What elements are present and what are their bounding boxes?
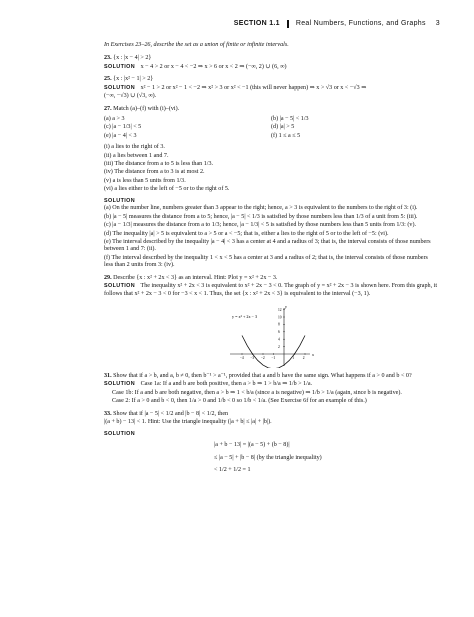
solution-33: [214, 442, 438, 474]
solution-text: x² − 1 > 2 or x² − 1 < −2 ⇒ x² > 3 or x² < −1 (this will never happen) ⇒ x > √3 or x < −√3 ⇒: [140, 84, 367, 91]
description-ii: (ii) a lies between 1 and 7.: [104, 152, 169, 159]
solution-29: [104, 283, 438, 298]
problem-31: [104, 373, 438, 380]
answer-c: (c) |a − 1/3| measures the distance from a to 1/3; hence, |a − 1/3| < 5 is satisfied by those numbers less than 5 units from 1/3: (v).: [104, 222, 417, 229]
case-1a: Case 1a: If a and b are both positive, then a > b ⇒ 1 > b/a ⇒ 1/b > 1/a.: [140, 381, 313, 388]
problem-number: 25.: [104, 76, 112, 83]
solution-label: SOLUTION: [104, 283, 136, 290]
equation-line-3: < 1/2 + 1/2 = 1: [214, 466, 251, 473]
solution-label: SOLUTION: [104, 430, 136, 437]
solution-25: [104, 85, 438, 92]
page-number: 3: [435, 20, 440, 27]
problem-33: [104, 411, 438, 418]
description-i: (i) a lies to the right of 3.: [104, 144, 165, 151]
problem-number: 31.: [104, 372, 112, 379]
problem-number: 23.: [104, 55, 112, 62]
section-label: SECTION 1.1: [233, 20, 280, 27]
solution-label: SOLUTION: [104, 63, 136, 70]
section-title: Real Numbers, Functions, and Graphs: [295, 20, 426, 27]
problem-statement: Match (a)–(f) with (i)–(vi).: [113, 105, 180, 112]
x-tick-label: −3: [250, 355, 255, 360]
x-tick-label: −4: [239, 355, 244, 360]
problem-number: 27.: [104, 105, 112, 112]
option-a: (a) a > 3: [104, 115, 125, 122]
option-c: (c) |a − 1/3| < 5: [104, 124, 142, 131]
answer-d: (d) The inequality |a| > 5 is equivalent to a > 5 or a < −5; that is, either a lies to the right of 5 or to the left of −5: (vi).: [104, 230, 389, 237]
solution-25-continued: (−∞, −√3) ∪ (√3, ∞).: [104, 93, 157, 100]
case-1b: Case 1b: If a and b are both negative, then a > b ⇒ 1 < b/a (since a is negative) ⇒ 1/b > 1/a (again, since b is negative).: [112, 389, 402, 396]
description-vi: (vi) a lies either to the left of −5 or to the right of 5.: [104, 186, 230, 193]
solution-31: [104, 381, 438, 388]
match-options: [104, 116, 438, 140]
answer-a: (a) On the number line, numbers greater than 3 appear to the right; hence, a > 3 is equivalent to the numbers to the right of 3: (i).: [104, 205, 418, 212]
option-f: (f) 1 ≤ a ≤ 5: [271, 132, 301, 139]
problem-statement-continued: |(a + b) − 13| < 1. Hint: Use the triangle inequality (|a + b| ≤ |a| + |b|).: [104, 419, 272, 426]
curve-label: y = x² + 2x − 3: [232, 313, 258, 319]
header-divider: [287, 20, 289, 28]
problem-statement: Describe {x : x² + 2x < 3} as an interval. Hint: Plot y = x² + 2x − 3.: [113, 274, 278, 281]
problem-statement: Show that if |a − 5| < 1/2 and |b − 8| < 1/2, then: [113, 410, 229, 417]
option-e: (e) |a − 4| < 3: [104, 132, 137, 139]
y-tick-label: 4: [278, 337, 280, 342]
y-tick-label: 2: [278, 344, 280, 349]
parabola-plot: [226, 302, 316, 368]
match-descriptions: [104, 144, 438, 194]
problem-25: [104, 76, 438, 83]
answer-e: (e) The interval described by the inequality |a − 4| < 3 has a center at 4 and a radius of 3; that is, the interval consists of those numbers between 1 and 7: (ii).: [104, 239, 431, 253]
y-tick-label: 12: [278, 307, 282, 312]
option-b: (b) |a − 5| < 1/3: [271, 115, 309, 122]
problem-number: 29.: [104, 274, 112, 281]
equation-line-2: ≤ |a − 5| + |b − 8| (by the triangle inequality): [214, 454, 322, 461]
solution-label: SOLUTION: [104, 84, 136, 91]
x-tick-label: 2: [302, 355, 305, 360]
x-tick-label: −1: [271, 355, 276, 360]
solution-label: SOLUTION: [104, 197, 136, 204]
description-iii: (iii) The distance from a to 5 is less than 1/3.: [104, 161, 214, 168]
solution-text: The inequality x² + 2x < 3 is equivalent to x² + 2x − 3 < 0. The graph of y = x² + 2x − 3 is shown here. From this graph, it follows that x² + 2x − 3 < 0 for −3 < x < 1. Thus, the set {x : x² + 2x < 3} is equivalent to the interval (−3, 1).: [104, 283, 438, 297]
solution-23: [104, 64, 438, 71]
y-axis-label: y: [285, 303, 287, 309]
answer-b: (b) |a − 5| measures the distance from a to 5; hence, |a − 5| < 1/3 is satisfied by those numbers less than 1/3 of a unit from 5: (iii).: [104, 213, 418, 220]
description-iv: (iv) The distance from a to 3 is at most 2.: [104, 169, 205, 176]
solution-label: SOLUTION: [104, 381, 136, 388]
case-2: Case 2: If a > 0 and b < 0, then 1/a > 0 and 1/b < 0 so 1/b < 1/a. (See Exercise 6f for an example of this.): [112, 398, 367, 405]
running-header: [234, 20, 440, 29]
exercise-intro: In Exercises 23–26, describe the set as a union of finite or infinite intervals.: [104, 42, 289, 48]
answer-f: (f) The interval described by the inequality 1 < x < 5 has a center at 3 and a radius of 2; that is, the interval consists of those numbers less than 2 units from 3: (iv).: [104, 254, 428, 269]
x-axis-label: x: [312, 351, 314, 357]
equation-line-1: |a + b − 13| = |(a − 5) + (b − 8)|: [214, 442, 290, 449]
problem-29: [104, 275, 438, 282]
problem-statement: {x : |x − 4| > 2}: [113, 55, 152, 62]
y-tick-label: 10: [278, 315, 282, 320]
problem-statement: {x : |x² − 1| > 2}: [113, 76, 154, 83]
parabola-graph: [104, 302, 438, 368]
page-content: [104, 42, 438, 474]
option-d: (d) |a| > 5: [271, 124, 295, 131]
x-tick-label: −2: [260, 355, 265, 360]
problem-statement: Show that if a > b, and a, b ≠ 0, then b⁻¹ > a⁻¹, provided that a and b have the same sign. What happens if a > 0 and b < 0?: [113, 372, 412, 379]
problem-27: [104, 106, 438, 113]
solution-27: [104, 205, 438, 269]
y-tick-label: 8: [278, 322, 280, 327]
y-tick-label: 6: [278, 330, 280, 335]
parabola-curve: [239, 335, 305, 368]
problem-23: [104, 55, 438, 62]
solution-text: x − 4 > 2 or x − 4 < −2 ⇒ x > 6 or x < 2 ⇒ (−∞, 2) ∪ (6, ∞): [140, 63, 287, 70]
description-v: (v) a is less than 5 units from 1/3.: [104, 177, 186, 184]
problem-number: 33.: [104, 410, 112, 417]
x-tick-label: 1: [292, 355, 295, 360]
